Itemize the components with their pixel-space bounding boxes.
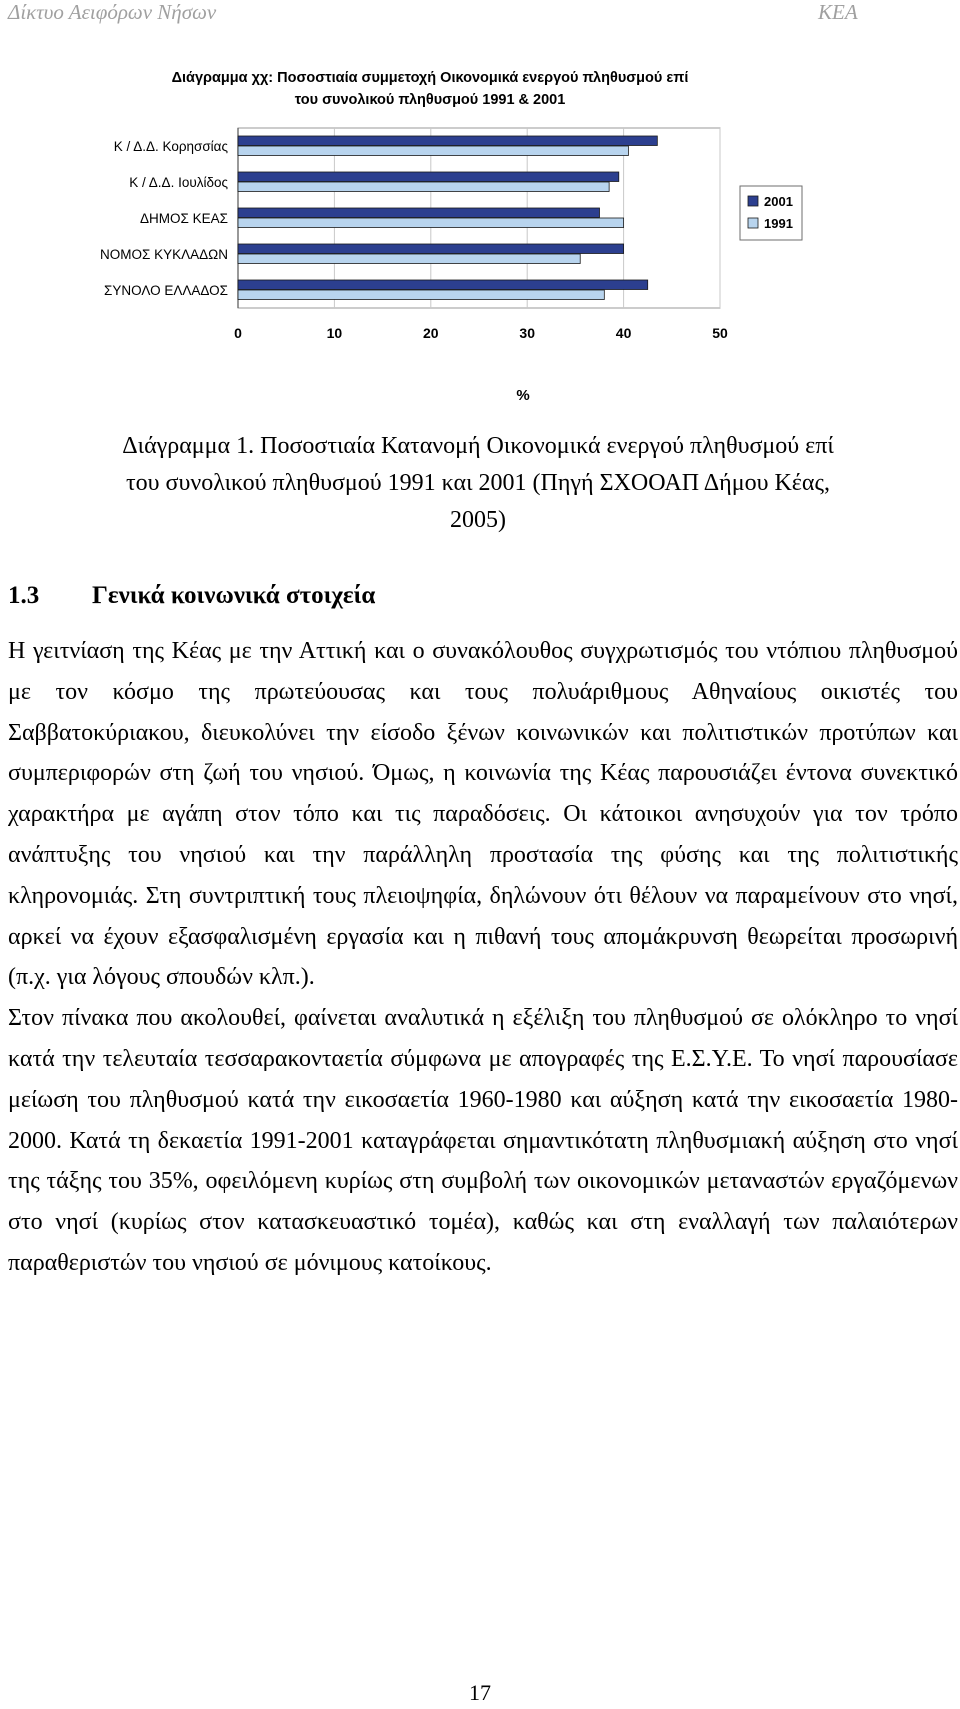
- x-tick-label: 50: [712, 325, 728, 341]
- legend-swatch-2001: [748, 196, 758, 206]
- chart-title-line2: του συνολικού πληθυσμού 1991 & 2001: [294, 92, 566, 108]
- x-tick-label: 10: [326, 325, 343, 341]
- legend-swatch-1991: [748, 218, 758, 228]
- running-header: [8, 0, 858, 28]
- y-category-label: Κ / Δ.Δ. Ιουλίδος: [129, 175, 228, 190]
- y-category-label: ΝΟΜΟΣ ΚΥΚΛΑΔΩΝ: [100, 247, 228, 262]
- paragraph-social-characteristics: Η γειτνίαση της Κέας με την Αττική και ο συνακόλουθος συγχρωτισμός του ντόπιου πληθυσμού με τον κόσμο της πρωτεύουσας και τους πολυάριθμους Αθηναίους οικιστές του Σαββατοκύριακου, διευκολύνει την είσοδο ξένων κοινωνικών και πολιτιστικών προτύπων και συμπεριφορών στη ζωή του νησιού. Όμως, η κοινωνία της Κέας παρουσιάζει έντονα συνεκτικό χαρακτήρα με αγάπη στον τόπο και τις παραδόσεις. Οι κάτοικοι ανησυχούν για τον τρόπο ανάπτυξης του νησιού και την παράλληλη προστασία της φύσης και της πολιτιστικής κληρονομιάς. Στη συντριπτική τους πλειοψηφία, δηλώνουν ότι θέλουν να παραμείνουν στο νησί, αρκεί να έχουν εξασφαλισμένη εργασία και η πιθανή τους απομάκρυνση θεωρείται προσωρινή (π.χ. για λόγους σπουδών κλπ.).: [8, 638, 958, 991]
- legend-label-2001: 2001: [764, 194, 793, 209]
- chart-plot-area: [100, 128, 802, 341]
- page-number: 17: [469, 1680, 491, 1705]
- bar-1991: [238, 254, 580, 264]
- y-category-label: ΔΗΜΟΣ ΚΕΑΣ: [140, 211, 228, 226]
- section-heading: [8, 582, 375, 610]
- bar-2001: [238, 280, 648, 290]
- chart-x-axis-label: %: [516, 387, 530, 404]
- bar-1991: [238, 290, 604, 300]
- bar-2001: [238, 136, 657, 146]
- bar-1991: [238, 146, 628, 156]
- section-number: 1.3: [8, 582, 40, 609]
- section-title: Γενικά κοινωνικά στοιχεία: [92, 582, 376, 609]
- caption-line-1: Διάγραμμα 1. Ποσοστιαία Κατανομή Οικονομικά ενεργού πληθυσμού επί: [122, 433, 834, 459]
- figure-caption: [8, 428, 948, 539]
- x-tick-label: 20: [423, 325, 439, 341]
- bar-1991: [238, 182, 609, 192]
- caption-line-2: του συνολικού πληθυσμού 1991 και 2001 (Πηγή ΣΧΟΟΑΠ Δήμου Κέας,: [126, 470, 830, 496]
- x-tick-label: 30: [519, 325, 535, 341]
- header-left-title: Δίκτυο Αειφόρων Νήσων: [8, 0, 217, 24]
- x-tick-label: 0: [234, 325, 242, 341]
- chart-title-line1: Διάγραμμα χχ: Ποσοστιαία συμμετοχή Οικονομικά ενεργού πληθυσμού επί: [171, 70, 689, 86]
- caption-line-3: 2005): [450, 507, 506, 533]
- y-category-label: Κ / Δ.Δ. Κορησσίας: [113, 139, 228, 154]
- bar-2001: [238, 208, 600, 218]
- x-tick-label: 40: [615, 325, 632, 341]
- paragraph-population-evolution: Στον πίνακα που ακολουθεί, φαίνεται αναλυτικά η εξέλιξη του πληθυσμού σε ολόκληρο το νησί κατά την τελευταία τεσσαρακονταετία σύμφωνα με απογραφές της Ε.Σ.Υ.Ε. Το νησί παρουσίασε μείωση του πληθυσμού κατά την εικοσαετία 1960-1980 και αύξηση κατά την εικοσαετία 1980-2000. Κατά τη δεκαετία 1991-2001 καταγράφεται σημαντικότατη πληθυσμιακή αύξηση στο νησί της τάξης του 35%, οφειλόμενη κυρίως στη συμβολή των οικονομικών μεταναστών εργαζόμενων στο νησί (κυρίως στον κατασκευαστικό τομέα), καθώς και στη εναλλαγή των παλαιότερων παραθεριστών του νησιού σε μόνιμους κατοίκους.: [8, 1005, 958, 1276]
- bar-2001: [238, 244, 624, 254]
- body-text: [8, 631, 958, 1284]
- bar-1991: [238, 218, 624, 228]
- bar-2001: [238, 172, 619, 182]
- legend-label-1991: 1991: [764, 216, 793, 231]
- y-category-label: ΣΥΝΟΛΟ ΕΛΛΑΔΟΣ: [104, 283, 228, 298]
- header-right-title: ΚΕΑ: [818, 0, 858, 24]
- economic-population-bar-chart: [70, 56, 810, 406]
